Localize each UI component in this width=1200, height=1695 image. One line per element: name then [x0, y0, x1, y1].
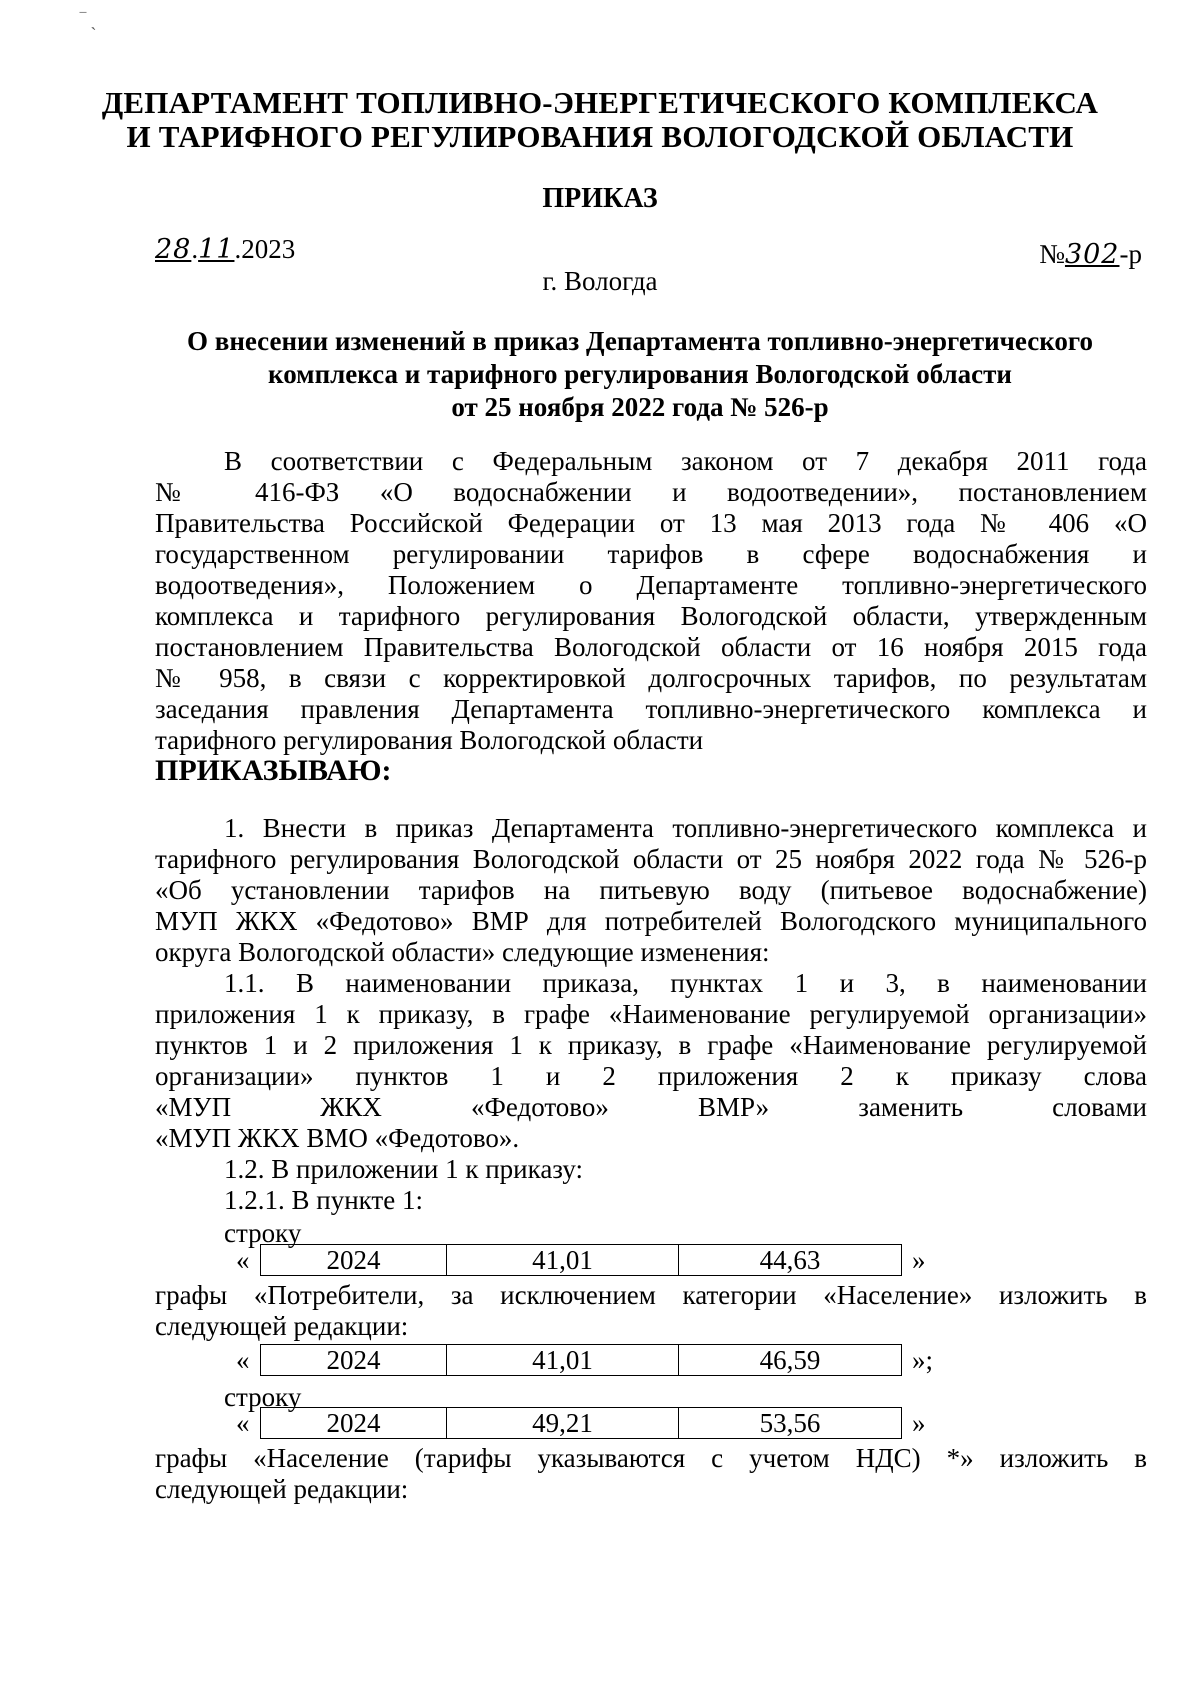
item11-line: организации» пунктов 1 и 2 приложения 2 к приказу слова [155, 1061, 1147, 1091]
order-date [155, 233, 295, 266]
preamble-line: Правительства Российской Федерации от 13 мая 2013 года № 406 «О [155, 508, 1147, 538]
department-name-line2: И ТАРИФНОГО РЕГУЛИРОВАНИЯ ВОЛОГОДСКОЙ ОБЛАСТИ [126, 119, 1074, 154]
doc-type: ПРИКАЗ [542, 183, 658, 214]
preamble-line: комплекса и тарифного регулирования Вологодской области, утвержденным [155, 601, 1147, 631]
item1-line: 1. Внести в приказ Департамента топливно-энергетического комплекса и [224, 813, 1147, 843]
number-prefix: № [1039, 239, 1065, 269]
graf1-line: следующей редакции: [155, 1311, 409, 1341]
cell-value1: 49,21 [447, 1408, 679, 1438]
city: г. Вологда [542, 266, 658, 296]
cell-value2: 46,59 [759, 1345, 821, 1375]
preamble-line: постановлением Правительства Вологодской области от 16 ноября 2015 года [155, 632, 1147, 662]
order-title-line1: О внесении изменений в приказ Департамента топливно-энергетического [186, 326, 1093, 356]
item11-line: пунктов 1 и 2 приложения 1 к приказу, в графе «Наименование регулируемой [155, 1030, 1147, 1060]
table-row [260, 1407, 902, 1439]
close-quote: » [912, 1408, 926, 1438]
item11-line: 1.1. В наименовании приказа, пунктах 1 и 3, в наименовании [224, 968, 1147, 998]
cell-value2: 44,63 [759, 1245, 821, 1275]
order-title-line3: от 25 ноября 2022 года № 526-р [451, 392, 829, 422]
table-row [260, 1344, 902, 1376]
item1-line: тарифного регулирования Вологодской области от 25 ноября 2022 года № 526-р [155, 844, 1147, 874]
preamble-line: № 416-ФЗ «О водоснабжении и водоотведении», постановлением [155, 477, 1147, 507]
cell-year: 2024 [261, 1408, 447, 1438]
close-quote: » [912, 1245, 926, 1275]
cell-value1: 41,01 [447, 1345, 679, 1375]
cell-value2: 53,56 [759, 1408, 821, 1438]
preamble-line: государственном регулировании тарифов в сфере водоснабжения и [155, 539, 1147, 569]
open-quote: « [236, 1245, 250, 1275]
item11-line: «МУП ЖКХ ВМО «Федотово». [155, 1123, 520, 1153]
preamble-line: В соответствии с Федеральным законом от 7 декабря 2011 года [224, 446, 1147, 476]
open-quote: « [236, 1408, 250, 1438]
date-sep: . [191, 234, 199, 264]
item1-line: МУП ЖКХ «Федотово» ВМР для потребителей Вологодского муниципального [155, 906, 1147, 936]
preamble-line: № 958, в связи с корректировкой долгосрочных тарифов, по результатам [155, 663, 1147, 693]
close-quote-semi: »; [912, 1345, 934, 1375]
order-title-line2: комплекса и тарифного регулирования Вологодской области [268, 359, 1012, 389]
date-year: .2023 [234, 234, 296, 264]
graf2-line: графы «Население (тарифы указываются с учетом НДС) *» изложить в [155, 1443, 1147, 1473]
order-word: ПРИКАЗЫВАЮ: [155, 754, 392, 787]
number-value: 302 [1064, 239, 1120, 270]
item11-line: «МУП ЖКХ «Федотово» ВМР» заменить словами [155, 1092, 1147, 1122]
table-row [260, 1244, 902, 1276]
scan-marks: ‾ ˏ [80, 10, 97, 30]
cell-year: 2024 [261, 1345, 447, 1375]
preamble-line: заседания правления Департамента топливно-энергетического комплекса и [155, 694, 1147, 724]
item121: 1.2.1. В пункте 1: [224, 1185, 423, 1215]
item12: 1.2. В приложении 1 к приказу: [224, 1154, 584, 1184]
open-quote: « [236, 1345, 250, 1375]
date-month: 11 [198, 234, 235, 265]
stroku-label: строку [224, 1218, 302, 1248]
graf2-line: следующей редакции: [155, 1474, 409, 1504]
cell-year: 2024 [261, 1245, 447, 1275]
item1-line: округа Вологодской области» следующие изменения: [155, 937, 770, 967]
item1-line: «Об установлении тарифов на питьевую воду (питьевое водоснабжение) [155, 875, 1147, 905]
graf1-line: графы «Потребители, за исключением категории «Население» изложить в [155, 1280, 1147, 1310]
cell-value1: 41,01 [447, 1245, 679, 1275]
date-day: 28 [155, 234, 192, 265]
preamble-line: водоотведения», Положением о Департаменте топливно-энергетического [155, 570, 1147, 600]
department-name-line1: ДЕПАРТАМЕНТ ТОПЛИВНО-ЭНЕРГЕТИЧЕСКОГО КОМПЛЕКСА [101, 85, 1099, 120]
stroku-label: строку [224, 1382, 302, 1412]
number-suffix: -р [1119, 239, 1142, 269]
item11-line: приложения 1 к приказу, в графе «Наименование регулируемой организации» [155, 999, 1147, 1029]
preamble-line: тарифного регулирования Вологодской области [155, 725, 704, 755]
